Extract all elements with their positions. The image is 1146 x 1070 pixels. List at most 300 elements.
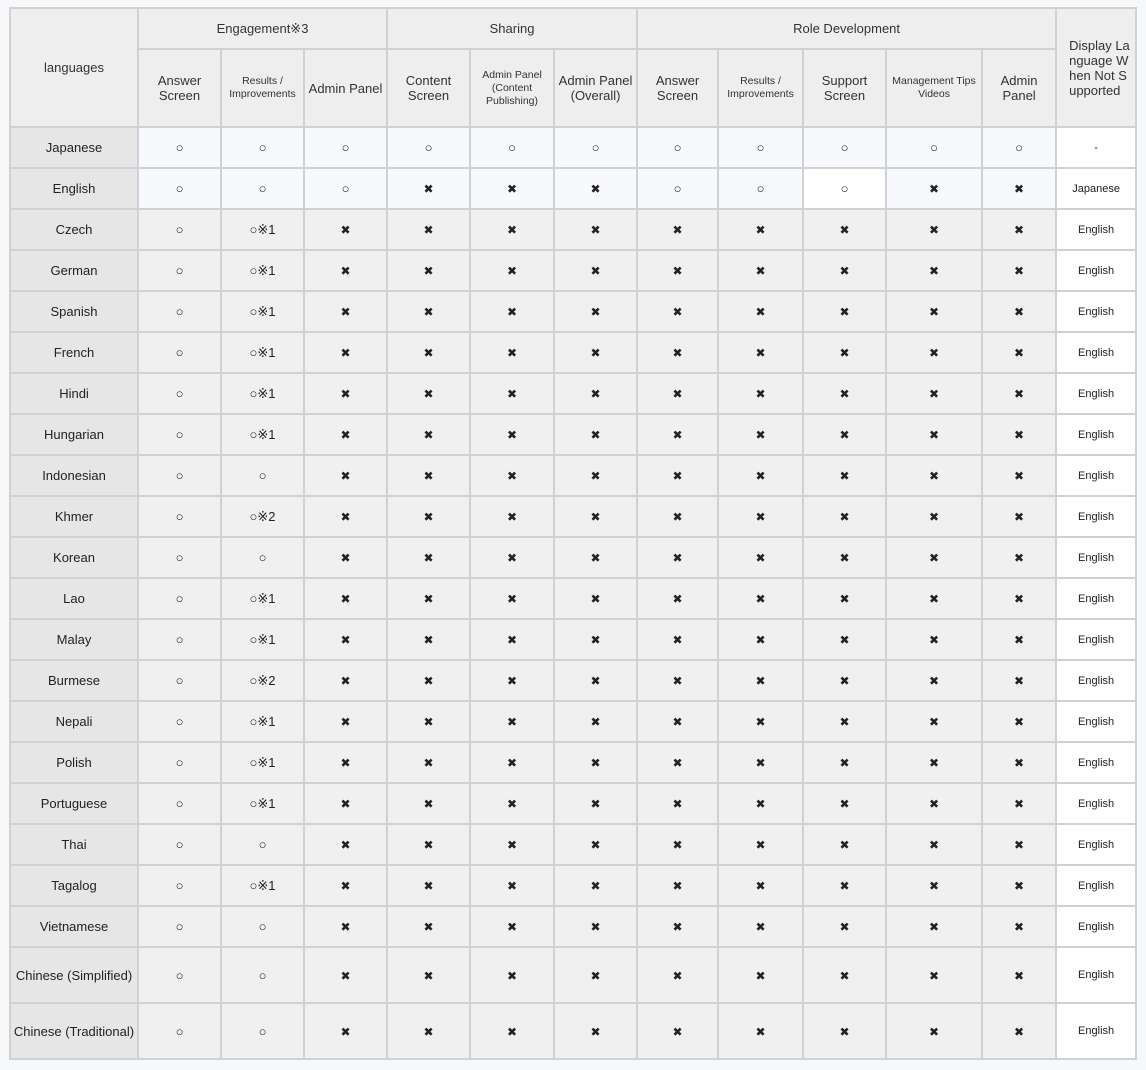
support-cell bbox=[221, 127, 304, 168]
not-supported-mark: ✖ bbox=[507, 879, 518, 893]
not-supported-mark: ✖ bbox=[423, 428, 434, 442]
not-supported-mark: ✖ bbox=[672, 715, 683, 729]
support-cell bbox=[470, 414, 554, 455]
language-name-cell: German bbox=[10, 250, 138, 291]
support-cell bbox=[886, 783, 982, 824]
fallback-language-cell: English bbox=[1056, 291, 1136, 332]
supported-mark: ○ bbox=[258, 919, 267, 934]
support-cell bbox=[387, 906, 470, 947]
support-cell bbox=[982, 660, 1056, 701]
support-cell bbox=[718, 947, 803, 1003]
supported-mark: ○ bbox=[175, 427, 184, 442]
support-cell bbox=[718, 1003, 803, 1059]
support-cell bbox=[138, 250, 221, 291]
not-supported-mark: ✖ bbox=[590, 264, 601, 278]
table-row bbox=[10, 414, 1136, 455]
fallback-language-cell: English bbox=[1056, 865, 1136, 906]
supported-mark: ○ bbox=[424, 140, 433, 155]
support-cell bbox=[886, 250, 982, 291]
fallback-language-cell: English bbox=[1056, 906, 1136, 947]
not-supported-mark: ✖ bbox=[340, 223, 351, 237]
support-cell bbox=[637, 414, 718, 455]
language-name-cell: Polish bbox=[10, 742, 138, 783]
support-cell bbox=[304, 496, 387, 537]
supported-mark: ○ bbox=[840, 140, 849, 155]
support-cell bbox=[304, 578, 387, 619]
supported-mark: ○ bbox=[756, 181, 765, 196]
support-cell bbox=[982, 332, 1056, 373]
support-cell bbox=[554, 250, 637, 291]
support-cell bbox=[886, 332, 982, 373]
not-supported-mark: ✖ bbox=[507, 674, 518, 688]
table-row bbox=[10, 660, 1136, 701]
support-cell bbox=[803, 414, 886, 455]
not-supported-mark: ✖ bbox=[1014, 428, 1025, 442]
support-cell bbox=[138, 578, 221, 619]
supported-mark: ○※1 bbox=[249, 344, 276, 360]
support-cell bbox=[718, 127, 803, 168]
support-cell bbox=[221, 414, 304, 455]
support-cell bbox=[982, 168, 1056, 209]
support-cell bbox=[470, 250, 554, 291]
not-supported-mark: ✖ bbox=[590, 1024, 601, 1039]
supported-mark: ○ bbox=[341, 181, 350, 196]
support-cell bbox=[554, 865, 637, 906]
support-cell bbox=[803, 619, 886, 660]
not-supported-mark: ✖ bbox=[340, 1024, 351, 1039]
not-supported-mark: ✖ bbox=[929, 968, 940, 983]
table-row bbox=[10, 619, 1136, 660]
support-cell bbox=[886, 824, 982, 865]
not-supported-mark: ✖ bbox=[672, 346, 683, 360]
supported-mark: ○※1 bbox=[249, 631, 276, 647]
support-cell bbox=[304, 824, 387, 865]
table-row bbox=[10, 1003, 1136, 1059]
not-supported-mark: ✖ bbox=[929, 387, 940, 401]
table-row bbox=[10, 783, 1136, 824]
support-cell bbox=[387, 824, 470, 865]
not-supported-mark: ✖ bbox=[507, 428, 518, 442]
not-supported-mark: ✖ bbox=[839, 674, 850, 688]
group-header-role-development: Role Development bbox=[637, 8, 1056, 49]
table-row bbox=[10, 168, 1136, 209]
support-cell bbox=[221, 783, 304, 824]
supported-mark: ○ bbox=[756, 140, 765, 155]
not-supported-mark: ✖ bbox=[340, 592, 351, 606]
table-row bbox=[10, 824, 1136, 865]
support-cell bbox=[387, 660, 470, 701]
fallback-language-header: Display Language When Not Supported bbox=[1056, 8, 1136, 127]
support-cell bbox=[718, 414, 803, 455]
not-supported-mark: ✖ bbox=[839, 633, 850, 647]
not-supported-mark: ✖ bbox=[929, 510, 940, 524]
supported-mark: ○※1 bbox=[249, 877, 276, 893]
not-supported-mark: ✖ bbox=[672, 428, 683, 442]
support-cell bbox=[803, 168, 886, 209]
support-cell bbox=[886, 373, 982, 414]
supported-mark: ○ bbox=[175, 591, 184, 606]
column-header-5: Admin Panel (Content Publishing) bbox=[470, 49, 554, 127]
not-supported-mark: ✖ bbox=[423, 674, 434, 688]
not-supported-mark: ✖ bbox=[507, 1024, 518, 1039]
not-supported-mark: ✖ bbox=[1014, 223, 1025, 237]
support-cell bbox=[304, 414, 387, 455]
not-supported-mark: ✖ bbox=[340, 756, 351, 770]
not-supported-mark: ✖ bbox=[929, 797, 940, 811]
not-supported-mark: ✖ bbox=[1014, 920, 1025, 934]
not-supported-mark: ✖ bbox=[755, 551, 766, 565]
support-cell bbox=[637, 209, 718, 250]
support-cell bbox=[387, 127, 470, 168]
support-cell bbox=[803, 455, 886, 496]
not-supported-mark: ✖ bbox=[340, 968, 351, 983]
fallback-language-cell: English bbox=[1056, 250, 1136, 291]
not-supported-mark: ✖ bbox=[1014, 838, 1025, 852]
support-cell bbox=[803, 373, 886, 414]
support-cell bbox=[387, 619, 470, 660]
support-cell bbox=[221, 332, 304, 373]
fallback-language-cell: Japanese bbox=[1056, 168, 1136, 209]
supported-mark: ○ bbox=[175, 140, 184, 155]
support-cell bbox=[221, 250, 304, 291]
support-cell bbox=[221, 660, 304, 701]
support-cell bbox=[304, 250, 387, 291]
not-supported-mark: ✖ bbox=[340, 264, 351, 278]
not-supported-mark: ✖ bbox=[423, 920, 434, 934]
not-supported-mark: ✖ bbox=[929, 715, 940, 729]
support-cell bbox=[304, 619, 387, 660]
not-supported-mark: ✖ bbox=[672, 223, 683, 237]
support-cell bbox=[982, 865, 1056, 906]
support-cell bbox=[387, 332, 470, 373]
not-supported-mark: ✖ bbox=[590, 346, 601, 360]
support-cell bbox=[387, 291, 470, 332]
support-cell bbox=[387, 250, 470, 291]
support-cell bbox=[982, 1003, 1056, 1059]
support-cell bbox=[637, 906, 718, 947]
support-cell bbox=[982, 537, 1056, 578]
support-cell bbox=[304, 455, 387, 496]
support-cell bbox=[470, 619, 554, 660]
support-cell bbox=[637, 578, 718, 619]
support-cell bbox=[982, 906, 1056, 947]
supported-mark: ○※2 bbox=[249, 508, 276, 524]
support-cell bbox=[982, 824, 1056, 865]
support-cell bbox=[886, 619, 982, 660]
supported-mark: ○※1 bbox=[249, 754, 276, 770]
support-cell bbox=[221, 906, 304, 947]
support-cell bbox=[637, 619, 718, 660]
support-cell bbox=[886, 537, 982, 578]
support-cell bbox=[304, 168, 387, 209]
support-cell bbox=[718, 619, 803, 660]
not-supported-mark: ✖ bbox=[672, 920, 683, 934]
support-cell bbox=[387, 578, 470, 619]
fallback-language-cell: English bbox=[1056, 373, 1136, 414]
support-cell bbox=[982, 414, 1056, 455]
support-cell bbox=[718, 250, 803, 291]
not-supported-mark: ✖ bbox=[672, 968, 683, 983]
not-supported-mark: ✖ bbox=[423, 264, 434, 278]
support-cell bbox=[637, 824, 718, 865]
support-cell bbox=[718, 332, 803, 373]
column-header-6: Admin Panel (Overall) bbox=[554, 49, 637, 127]
not-supported-mark: ✖ bbox=[672, 879, 683, 893]
support-cell bbox=[886, 865, 982, 906]
not-supported-mark: ✖ bbox=[423, 510, 434, 524]
not-supported-mark: ✖ bbox=[755, 592, 766, 606]
support-cell bbox=[886, 209, 982, 250]
support-cell bbox=[304, 332, 387, 373]
not-supported-mark: ✖ bbox=[423, 387, 434, 401]
not-supported-mark: ✖ bbox=[507, 469, 518, 483]
not-supported-mark: ✖ bbox=[755, 838, 766, 852]
not-supported-mark: ✖ bbox=[423, 551, 434, 565]
supported-mark: ○※1 bbox=[249, 262, 276, 278]
not-supported-mark: ✖ bbox=[839, 346, 850, 360]
not-supported-mark: ✖ bbox=[1014, 469, 1025, 483]
table-row bbox=[10, 496, 1136, 537]
not-supported-mark: ✖ bbox=[423, 756, 434, 770]
table-row bbox=[10, 455, 1136, 496]
support-cell bbox=[803, 742, 886, 783]
supported-mark: ○ bbox=[175, 755, 184, 770]
table-row bbox=[10, 742, 1136, 783]
support-cell bbox=[221, 496, 304, 537]
not-supported-mark: ✖ bbox=[507, 305, 518, 319]
support-cell bbox=[886, 127, 982, 168]
column-header-7: Answer Screen bbox=[637, 49, 718, 127]
not-supported-mark: ✖ bbox=[755, 797, 766, 811]
support-cell bbox=[803, 496, 886, 537]
not-supported-mark: ✖ bbox=[839, 428, 850, 442]
support-cell bbox=[387, 455, 470, 496]
support-cell bbox=[554, 742, 637, 783]
language-name-cell: Burmese bbox=[10, 660, 138, 701]
supported-mark: ○ bbox=[175, 304, 184, 319]
supported-mark: ○ bbox=[175, 632, 184, 647]
support-cell bbox=[554, 168, 637, 209]
table-row bbox=[10, 332, 1136, 373]
language-name-cell: Chinese (Simplified) bbox=[10, 947, 138, 1003]
not-supported-mark: ✖ bbox=[590, 223, 601, 237]
group-header-engagement: Engagement※3 bbox=[138, 8, 387, 49]
support-cell bbox=[982, 373, 1056, 414]
support-cell bbox=[470, 291, 554, 332]
support-cell bbox=[886, 701, 982, 742]
fallback-language-cell: English bbox=[1056, 742, 1136, 783]
not-supported-mark: ✖ bbox=[839, 592, 850, 606]
not-supported-mark: ✖ bbox=[839, 715, 850, 729]
support-cell bbox=[470, 824, 554, 865]
supported-mark: ○ bbox=[258, 1023, 267, 1039]
support-cell bbox=[886, 496, 982, 537]
column-header-3: Admin Panel bbox=[304, 49, 387, 127]
supported-mark: ○ bbox=[175, 550, 184, 565]
not-supported-mark: ✖ bbox=[672, 756, 683, 770]
fallback-language-cell: English bbox=[1056, 209, 1136, 250]
support-cell bbox=[554, 332, 637, 373]
support-cell bbox=[138, 496, 221, 537]
table-row bbox=[10, 947, 1136, 1003]
not-supported-mark: ✖ bbox=[672, 469, 683, 483]
supported-mark: ○ bbox=[1015, 140, 1023, 155]
support-cell bbox=[803, 578, 886, 619]
language-name-cell: Korean bbox=[10, 537, 138, 578]
supported-mark: ○※1 bbox=[249, 303, 276, 319]
support-cell bbox=[470, 578, 554, 619]
not-supported-mark: ✖ bbox=[590, 387, 601, 401]
support-cell bbox=[138, 373, 221, 414]
not-supported-mark: ✖ bbox=[340, 387, 351, 401]
not-supported-mark: ✖ bbox=[929, 469, 940, 483]
support-cell bbox=[221, 619, 304, 660]
support-cell bbox=[637, 742, 718, 783]
fallback-language-cell: English bbox=[1056, 578, 1136, 619]
support-cell bbox=[387, 209, 470, 250]
not-supported-mark: ✖ bbox=[929, 305, 940, 319]
support-cell bbox=[637, 660, 718, 701]
not-supported-mark: ✖ bbox=[755, 223, 766, 237]
supported-mark: ○ bbox=[930, 140, 938, 155]
not-supported-mark: ✖ bbox=[423, 182, 434, 196]
not-supported-mark: ✖ bbox=[929, 879, 940, 893]
support-cell bbox=[221, 947, 304, 1003]
supported-mark: ○ bbox=[175, 878, 184, 893]
support-cell bbox=[803, 209, 886, 250]
not-supported-mark: ✖ bbox=[755, 879, 766, 893]
table-row bbox=[10, 127, 1136, 168]
supported-mark: ○※1 bbox=[249, 385, 276, 401]
not-supported-mark: ✖ bbox=[672, 305, 683, 319]
sub-header-row bbox=[10, 49, 1136, 127]
support-cell bbox=[387, 865, 470, 906]
support-cell bbox=[718, 373, 803, 414]
support-cell bbox=[718, 537, 803, 578]
support-cell bbox=[982, 783, 1056, 824]
not-supported-mark: ✖ bbox=[755, 968, 766, 983]
support-cell bbox=[138, 947, 221, 1003]
not-supported-mark: ✖ bbox=[672, 838, 683, 852]
support-cell bbox=[221, 537, 304, 578]
not-supported-mark: ✖ bbox=[929, 920, 940, 934]
support-cell bbox=[637, 373, 718, 414]
not-supported-mark: ✖ bbox=[1014, 510, 1025, 524]
support-cell bbox=[803, 947, 886, 1003]
support-cell bbox=[387, 414, 470, 455]
not-supported-mark: ✖ bbox=[590, 592, 601, 606]
support-cell bbox=[803, 824, 886, 865]
column-header-1: Answer Screen bbox=[138, 49, 221, 127]
not-supported-mark: ✖ bbox=[423, 469, 434, 483]
support-cell bbox=[138, 742, 221, 783]
support-cell bbox=[886, 578, 982, 619]
support-cell bbox=[554, 455, 637, 496]
supported-mark: ○ bbox=[258, 550, 267, 565]
language-support-table-wrapper bbox=[9, 7, 1137, 1060]
supported-mark: ○ bbox=[258, 468, 267, 483]
not-supported-mark: ✖ bbox=[755, 715, 766, 729]
not-supported-mark: ✖ bbox=[507, 510, 518, 524]
support-cell bbox=[221, 578, 304, 619]
language-support-table bbox=[9, 7, 1137, 1060]
supported-mark: ○ bbox=[175, 714, 184, 729]
not-supported-mark: ✖ bbox=[590, 551, 601, 565]
not-supported-mark: ✖ bbox=[839, 756, 850, 770]
support-cell bbox=[637, 250, 718, 291]
support-cell bbox=[470, 209, 554, 250]
supported-mark: ○ bbox=[175, 837, 184, 852]
support-cell bbox=[554, 209, 637, 250]
support-cell bbox=[304, 701, 387, 742]
support-cell bbox=[387, 701, 470, 742]
not-supported-mark: ✖ bbox=[340, 715, 351, 729]
not-supported-mark: ✖ bbox=[929, 428, 940, 442]
support-cell bbox=[138, 906, 221, 947]
support-cell bbox=[886, 1003, 982, 1059]
support-cell bbox=[470, 373, 554, 414]
not-supported-mark: ✖ bbox=[1014, 674, 1025, 688]
support-cell bbox=[637, 947, 718, 1003]
not-supported-mark: ✖ bbox=[590, 715, 601, 729]
not-supported-mark: ✖ bbox=[1014, 551, 1025, 565]
support-cell bbox=[886, 947, 982, 1003]
support-cell bbox=[637, 455, 718, 496]
group-header-row bbox=[10, 8, 1136, 49]
support-cell bbox=[886, 291, 982, 332]
column-header-11: Admin Panel bbox=[982, 49, 1056, 127]
languages-column-header: languages bbox=[10, 8, 138, 127]
not-supported-mark: ✖ bbox=[839, 469, 850, 483]
support-cell bbox=[554, 578, 637, 619]
not-supported-mark: ✖ bbox=[755, 346, 766, 360]
not-supported-mark: ✖ bbox=[672, 387, 683, 401]
support-cell bbox=[718, 291, 803, 332]
supported-mark: ○ bbox=[175, 468, 184, 483]
not-supported-mark: ✖ bbox=[929, 346, 940, 360]
not-supported-mark: ✖ bbox=[507, 182, 518, 196]
not-supported-mark: ✖ bbox=[590, 879, 601, 893]
not-supported-mark: ✖ bbox=[755, 633, 766, 647]
table-row bbox=[10, 906, 1136, 947]
not-supported-mark: ✖ bbox=[672, 797, 683, 811]
support-cell bbox=[221, 373, 304, 414]
support-cell bbox=[718, 660, 803, 701]
support-cell bbox=[304, 660, 387, 701]
supported-mark: ○ bbox=[591, 140, 600, 155]
not-supported-mark: ✖ bbox=[507, 838, 518, 852]
support-cell bbox=[387, 783, 470, 824]
support-cell bbox=[387, 496, 470, 537]
support-cell bbox=[138, 1003, 221, 1059]
table-row bbox=[10, 250, 1136, 291]
language-name-cell: Hungarian bbox=[10, 414, 138, 455]
support-cell bbox=[886, 455, 982, 496]
support-cell bbox=[554, 906, 637, 947]
not-supported-mark: ✖ bbox=[1014, 633, 1025, 647]
not-supported-mark: ✖ bbox=[340, 510, 351, 524]
support-cell bbox=[803, 332, 886, 373]
not-supported-mark: ✖ bbox=[929, 223, 940, 237]
support-cell bbox=[470, 783, 554, 824]
supported-mark: ○※1 bbox=[249, 713, 276, 729]
support-cell bbox=[718, 865, 803, 906]
not-supported-mark: ✖ bbox=[1014, 756, 1025, 770]
not-supported-mark: ✖ bbox=[590, 182, 601, 196]
not-supported-mark: ✖ bbox=[672, 551, 683, 565]
support-cell bbox=[982, 619, 1056, 660]
support-cell bbox=[470, 496, 554, 537]
